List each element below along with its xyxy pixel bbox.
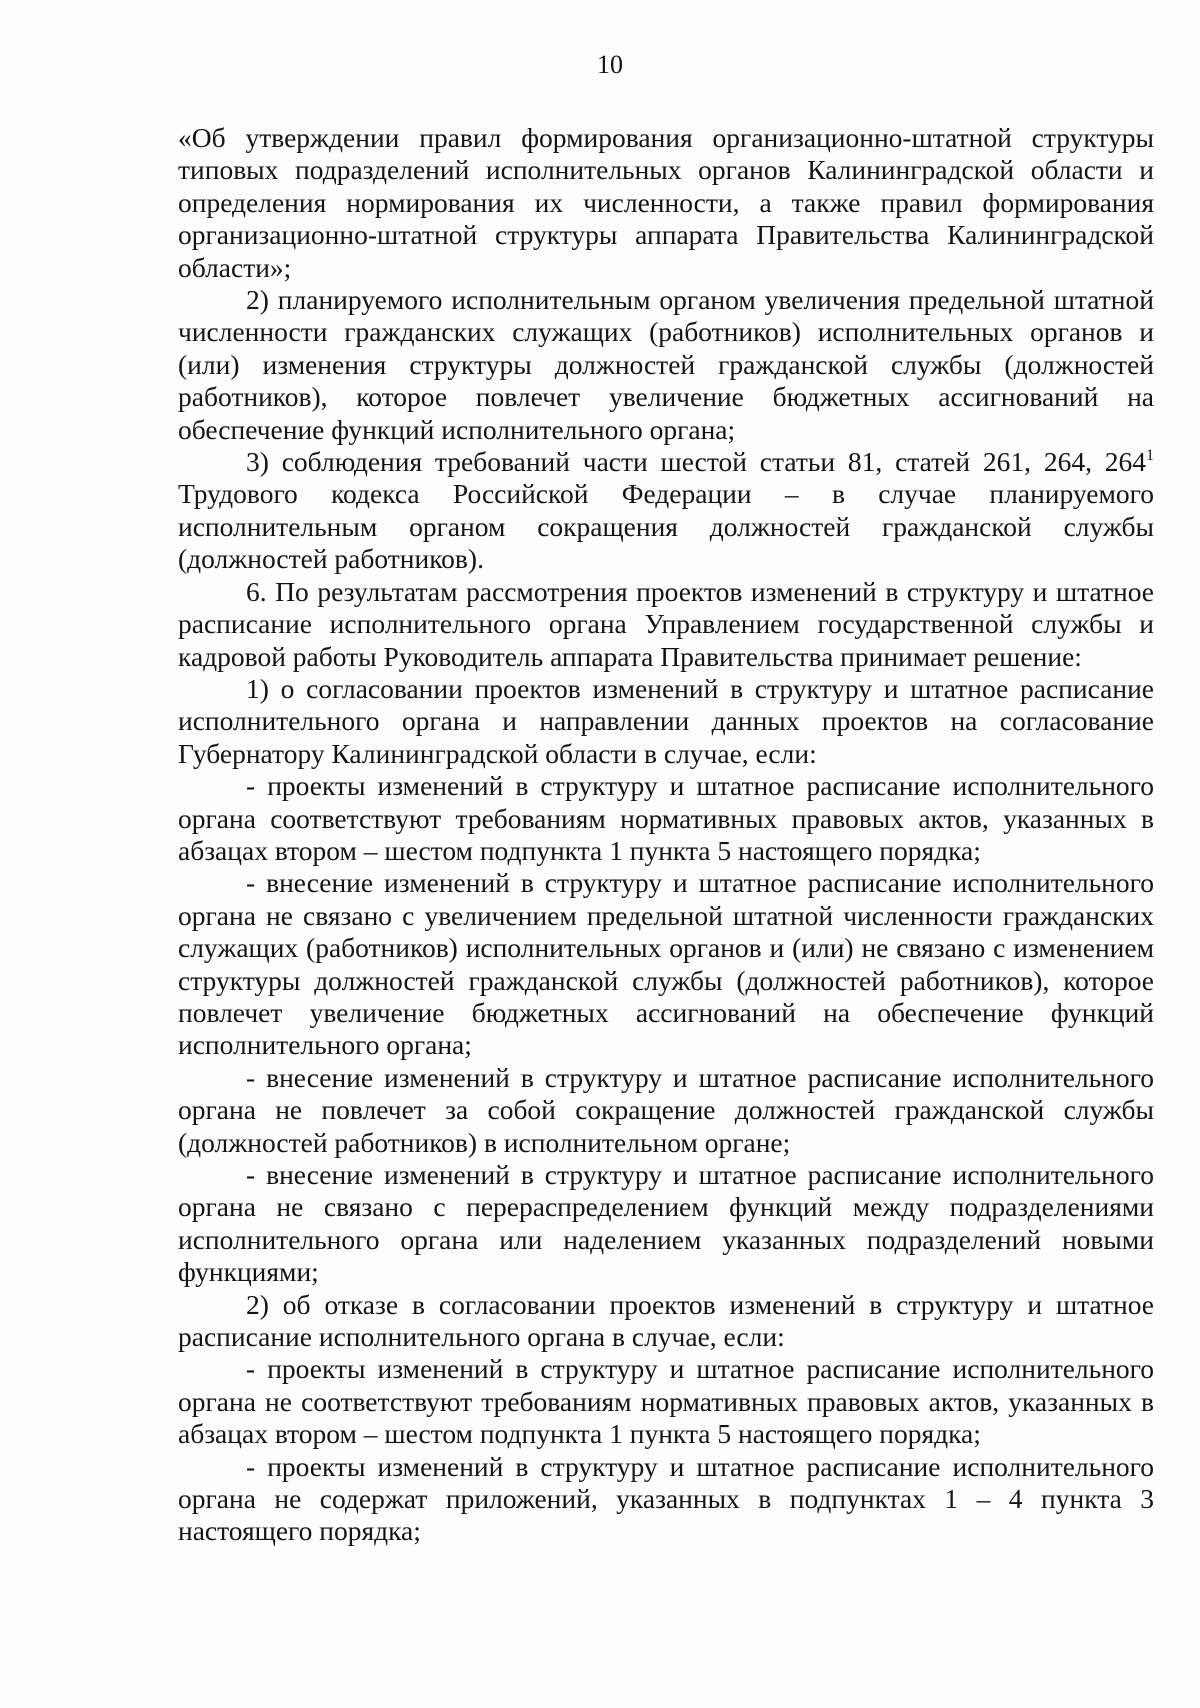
page-number: 10 bbox=[597, 50, 623, 79]
paragraph-decision-approve: 1) о согласовании проектов изменений в структуру и штатное расписание исполнительного органа и направлении данных проектов на согласование Губернатору Калининградской области в случае, если: bbox=[178, 672, 1154, 769]
list-item: - проекты изменений в структуру и штатное расписание исполнительного органа не соответствуют требованиям нормативных правовых актов, указанных в абзацах втором – шестом подпункта 1 пункта 5 настоящего порядка; bbox=[178, 1353, 1154, 1450]
list-item: - проекты изменений в структуру и штатное расписание исполнительного органа соответствуют требованиям нормативных правовых актов, указанных в абзацах втором – шестом подпункта 1 пункта 5 настоящего порядка; bbox=[178, 770, 1154, 866]
document-body bbox=[178, 122, 1154, 1548]
list-item: - внесение изменений в структуру и штатное расписание исполнительного органа не связано с увеличением предельной штатной численности гражданских служащих (работников) исполнительных органов и (или) не связано с изменением структуры должностей гражданской службы (должностей работников), которое повлечет увеличение бюджетных ассигнований на обеспечение функций исполнительного органа; bbox=[178, 867, 1154, 1061]
article-superscript: 1 bbox=[1146, 447, 1154, 465]
list-item: - внесение изменений в структуру и штатное расписание исполнительного органа не повлечет за собой сокращение должностей гражданской службы (должностей работников) в исполнительном органе; bbox=[178, 1061, 1154, 1158]
list-item: - внесение изменений в структуру и штатное расписание исполнительного органа не связано с перераспределением функций между подразделениями исполнительного органа или наделением указанных подразделений новыми функциями; bbox=[178, 1159, 1154, 1288]
paragraph-item-3 bbox=[178, 446, 1154, 576]
paragraph-continuation: «Об утверждении правил формирования организационно-штатной структуры типовых подразделений исполнительных органов Калининградской области и определения нормирования их численности, а также правил формирования организационно-штатной структуры аппарата Правительства Калининградской области»; bbox=[178, 122, 1154, 283]
paragraph-decision-refuse: 2) об отказе в согласовании проектов изменений в структуру и штатное расписание исполнительного органа в случае, если: bbox=[178, 1288, 1154, 1353]
paragraph-item-3-text: 3) соблюдения требований части шестой статьи 81, статей 261, 264, 264 bbox=[246, 446, 1146, 478]
paragraph-item-2: 2) планируемого исполнительным органом увеличения предельной штатной численности гражданских служащих (работников) исполнительных органов и (или) изменения структуры должностей гражданской службы (должностей работников), которое повлечет увеличение бюджетных ассигнований на обеспечение функций исполнительного органа; bbox=[178, 284, 1154, 445]
paragraph-item-3-tail: Трудового кодекса Российской Федерации – в случае планируемого исполнительным органом сокращения должностей гражданской службы (должностей работников). bbox=[178, 478, 1154, 575]
paragraph-section-6: 6. По результатам рассмотрения проектов изменений в структуру и штатное расписание исполнительного органа Управлением государственной службы и кадровой работы Руководитель аппарата Правительства принимает решение: bbox=[178, 575, 1154, 672]
list-item: - проекты изменений в структуру и штатное расписание исполнительного органа не содержат приложений, указанных в подпунктах 1 – 4 пункта 3 настоящего порядка; bbox=[178, 1450, 1154, 1547]
